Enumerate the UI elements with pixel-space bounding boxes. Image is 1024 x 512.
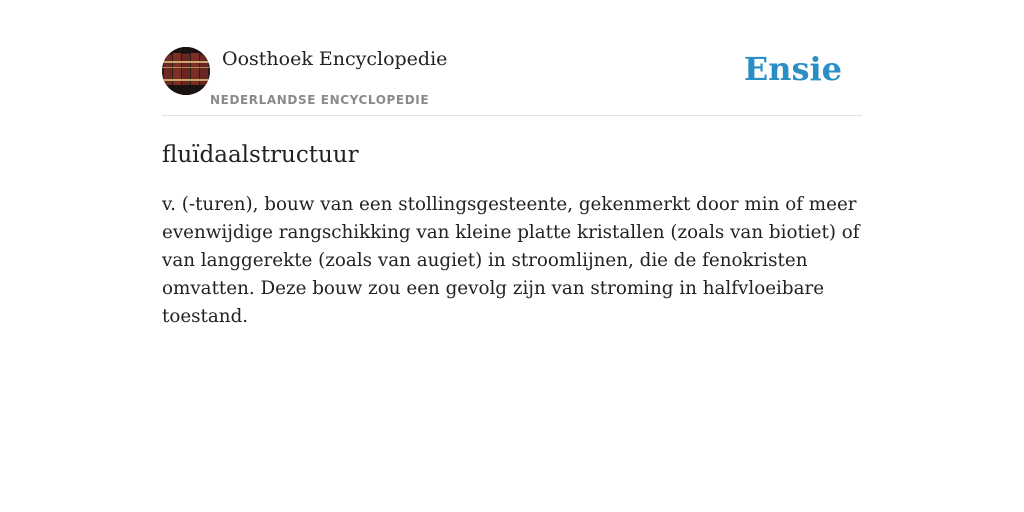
entry-term: fluïdaalstructuur	[162, 142, 359, 168]
book-spines-icon	[162, 47, 210, 95]
source-subtitle: NEDERLANDSE ENCYCLOPEDIE	[210, 93, 430, 107]
page	[162, 0, 862, 331]
ensie-logo-link[interactable]: Ensie	[743, 50, 842, 88]
source-header	[162, 47, 862, 116]
source-title[interactable]: Oosthoek Encyclopedie	[222, 48, 448, 70]
entry-definition: v. (-turen), bouw van een stollingsgesteente, gekenmerkt door min of meer evenwijdige rangschikking van kleine platte kristallen (zoals van biotiet) of van langgerekte (zoals van augiet) in stroomlijnen, die de fenokristen omvatten. Deze bouw zou een gevolg zijn van stroming in halfvloeibare toestand.	[162, 194, 860, 327]
source-avatar[interactable]	[162, 47, 210, 95]
